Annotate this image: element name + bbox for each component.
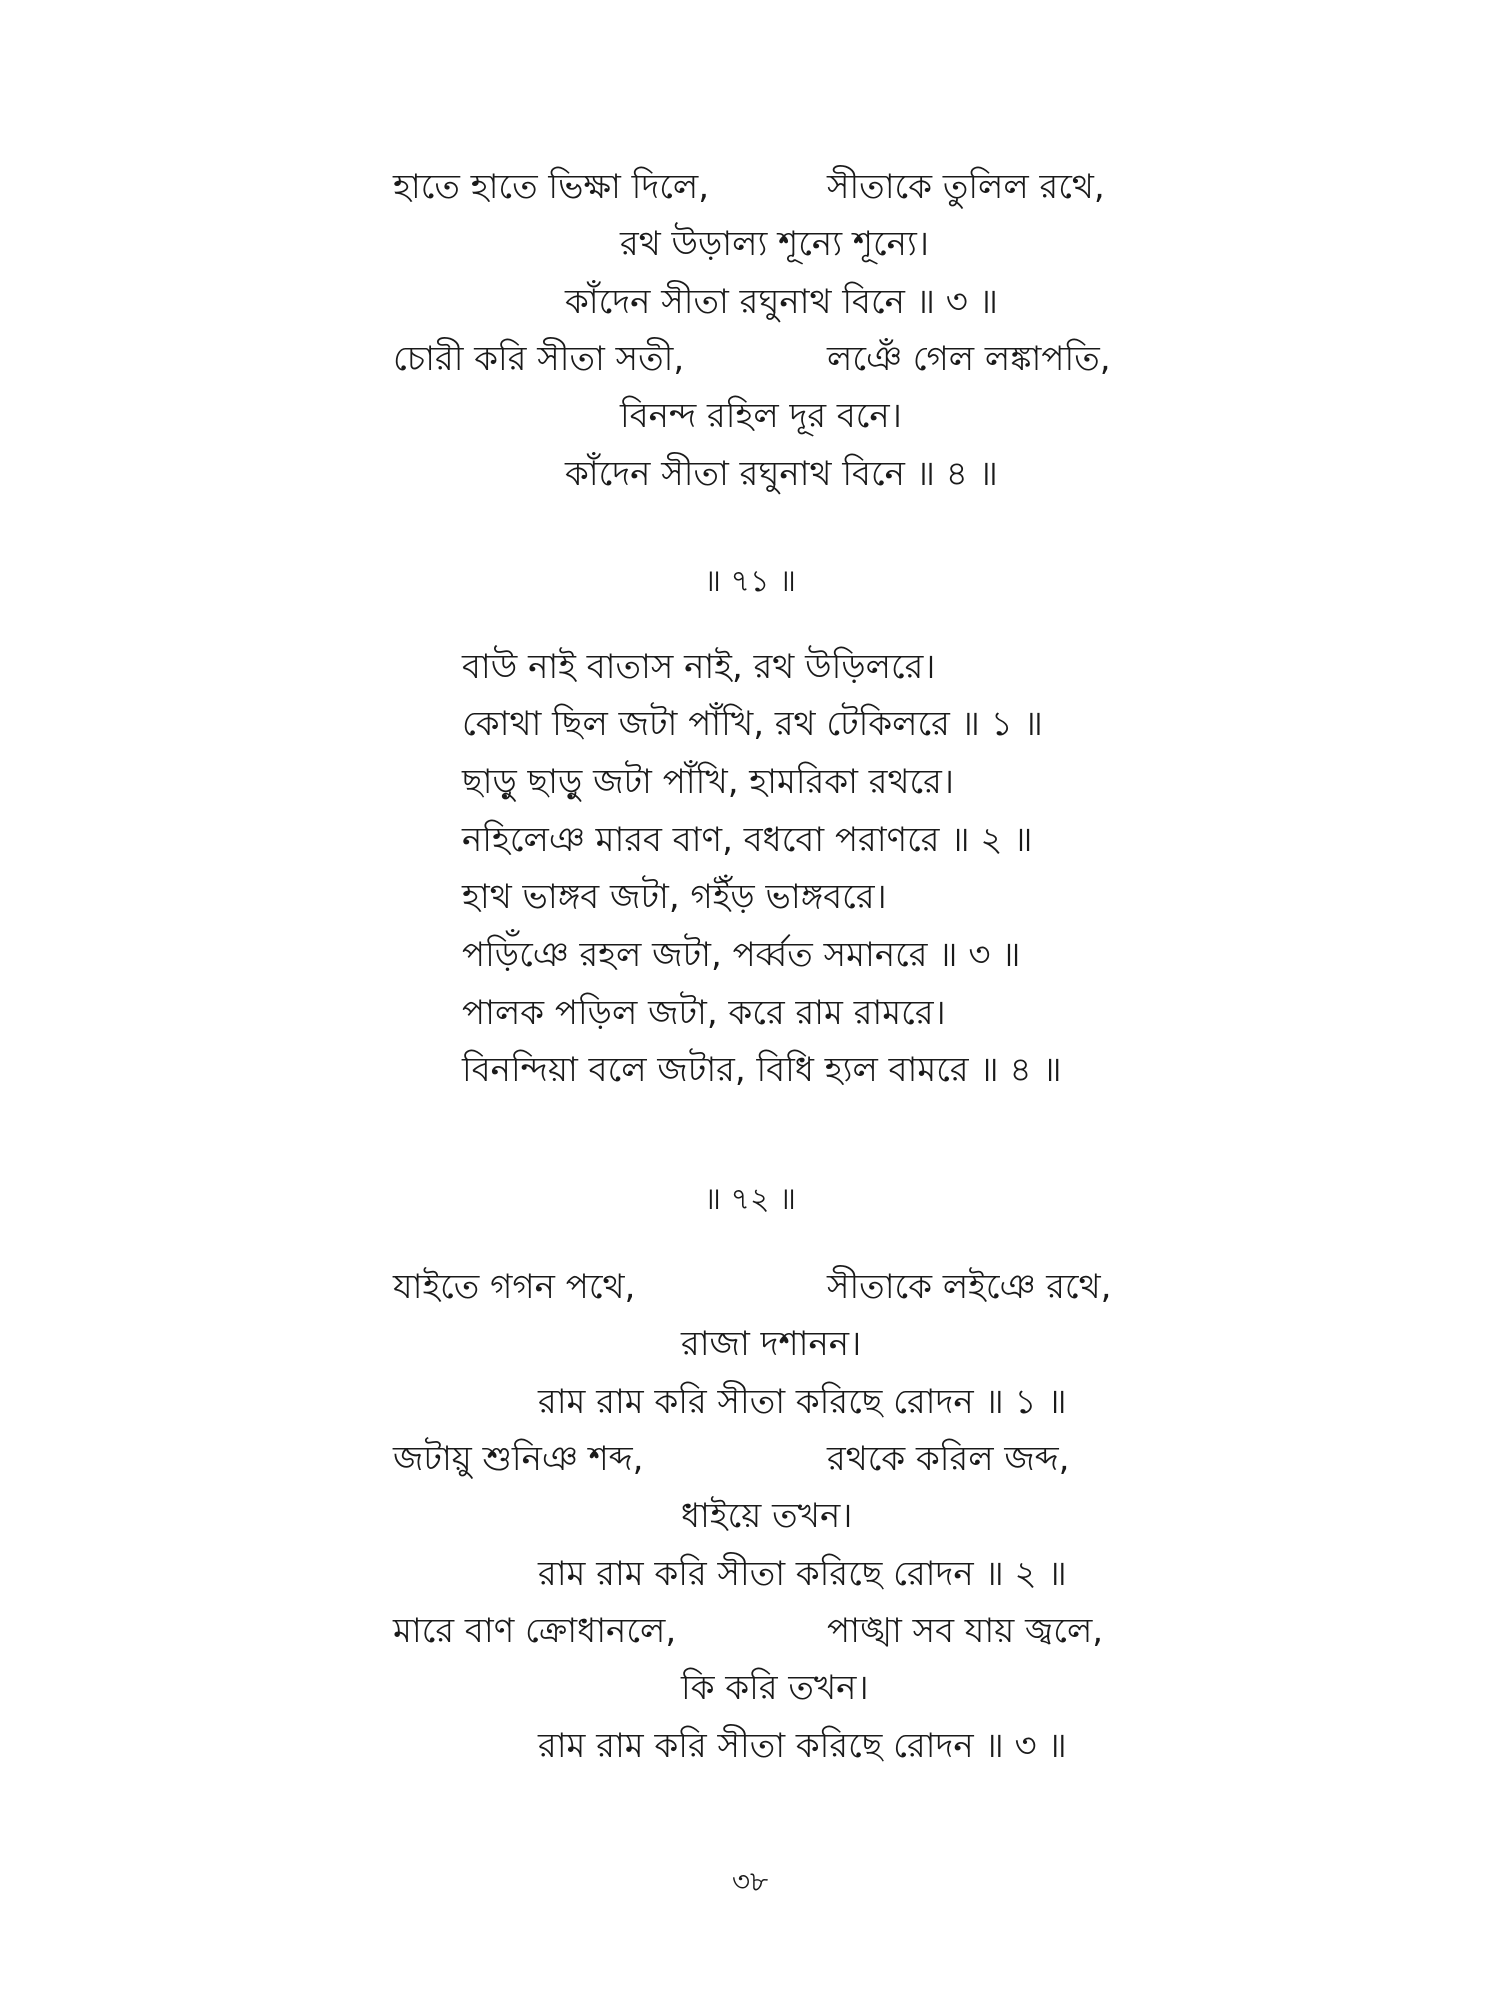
verse-line-middle: রথ উড়াল্য শূন্যে শূন্যে। <box>620 224 929 264</box>
verse-line-left: মারে বাণ ক্রোধানলে, <box>393 1611 677 1651</box>
song-line: বাউ নাই বাতাস নাই, রথ উড়িলরে। <box>462 647 936 687</box>
refrain-line: কাঁদেন সীতা রঘুনাথ বিনে ॥ ৩ ॥ <box>565 282 998 322</box>
verse-line-right: সীতাকে তুলিল রথে, <box>827 167 1105 207</box>
verse-line-middle: বিনন্দ রহিল দূর বনে। <box>620 396 902 436</box>
song-heading: ॥ ৭২ ॥ <box>703 1182 797 1217</box>
refrain-line: কাঁদেন সীতা রঘুনাথ বিনে ॥ ৪ ॥ <box>565 454 998 494</box>
verse-line-middle: ধাইয়ে তখন। <box>681 1496 853 1536</box>
refrain-line: রাম রাম করি সীতা করিছে রোদন ॥ ১ ॥ <box>538 1382 1067 1422</box>
song-line: ছাড়ু ছাড়ু জটা পাঁখি, হামরিকা রথরে। <box>462 762 955 802</box>
verse-line-right: লঞেঁ গেল লঙ্কাপতি, <box>827 339 1111 379</box>
verse-line-middle: কি করি তখন। <box>681 1668 869 1708</box>
verse-line-left: যাইতে গগন পথে, <box>393 1267 636 1307</box>
verse-line-middle: রাজা দশানন। <box>681 1324 862 1364</box>
song-line: কোথা ছিল জটা পাঁখি, রথ টেকিলরে ॥ ১ ॥ <box>462 704 1043 744</box>
verse-line-right: সীতাকে লইঞে রথে, <box>827 1267 1112 1307</box>
song-line: পড়িঁঞে রহল জটা, পর্ব্বত সমানরে ॥ ৩ ॥ <box>462 935 1021 975</box>
song-line: বিনন্দিয়া বলে জটার, বিধি হ্যল বামরে ॥ ৪ ॥ <box>462 1050 1062 1090</box>
verse-line-right: রথকে করিল জব্দ, <box>827 1439 1070 1479</box>
verse-line-left: চোরী করি সীতা সতী, <box>393 339 685 379</box>
verse-line-left: জটায়ু শুনিঞ শব্দ, <box>393 1439 644 1479</box>
verse-line-right: পাঙ্খা সব যায় জ্বলে, <box>827 1611 1104 1651</box>
refrain-line: রাম রাম করি সীতা করিছে রোদন ॥ ২ ॥ <box>538 1554 1067 1594</box>
song-line: নহিলেঞ মারব বাণ, বধবো পরাণরে ॥ ২ ॥ <box>462 820 1033 860</box>
song-line: হাথ ভাঙ্গব জটা, গইঁড় ভাঙ্গবরে। <box>462 877 887 917</box>
verse-line-left: হাতে হাতে ভিক্ষা দিলে, <box>393 167 710 207</box>
page-number: ৩৮ <box>731 1865 769 1898</box>
refrain-line: রাম রাম করি সীতা করিছে রোদন ॥ ৩ ॥ <box>538 1726 1067 1766</box>
song-line: পালক পড়িল জটা, করে রাম রামরে। <box>462 993 946 1033</box>
song-heading: ॥ ৭১ ॥ <box>704 564 796 599</box>
